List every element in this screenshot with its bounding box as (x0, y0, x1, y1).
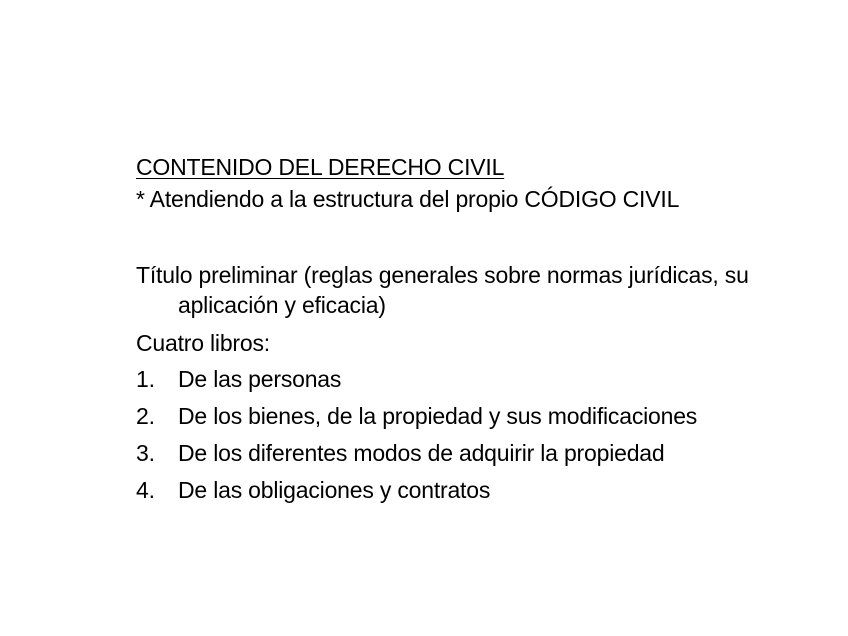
list-item-text: De los diferentes modos de adquirir la propiedad (178, 440, 665, 466)
libros-list (136, 364, 816, 512)
list-item (136, 438, 816, 475)
list-item-number: 2. (136, 403, 155, 429)
slide-subheading: * Atendiendo a la estructura del propio CÓDIGO CIVIL (136, 186, 680, 212)
list-item-number: 1. (136, 366, 155, 392)
list-item-text: De las personas (178, 366, 342, 392)
list-item (136, 401, 816, 438)
cuatro-libros-label: Cuatro libros: (136, 330, 270, 356)
list-item (136, 475, 816, 512)
list-item (136, 364, 816, 401)
spacer (136, 214, 816, 260)
titulo-preliminar-text: Título preliminar (reglas generales sobre normas jurídicas, su aplicación y eficacia) (136, 262, 749, 318)
slide-content (136, 152, 816, 512)
slide-heading: CONTENIDO DEL DERECHO CIVIL (136, 154, 505, 180)
list-item-number: 4. (136, 477, 155, 503)
list-item-text: De los bienes, de la propiedad y sus modificaciones (178, 403, 698, 429)
list-item-number: 3. (136, 440, 155, 466)
list-item-text: De las obligaciones y contratos (178, 477, 491, 503)
